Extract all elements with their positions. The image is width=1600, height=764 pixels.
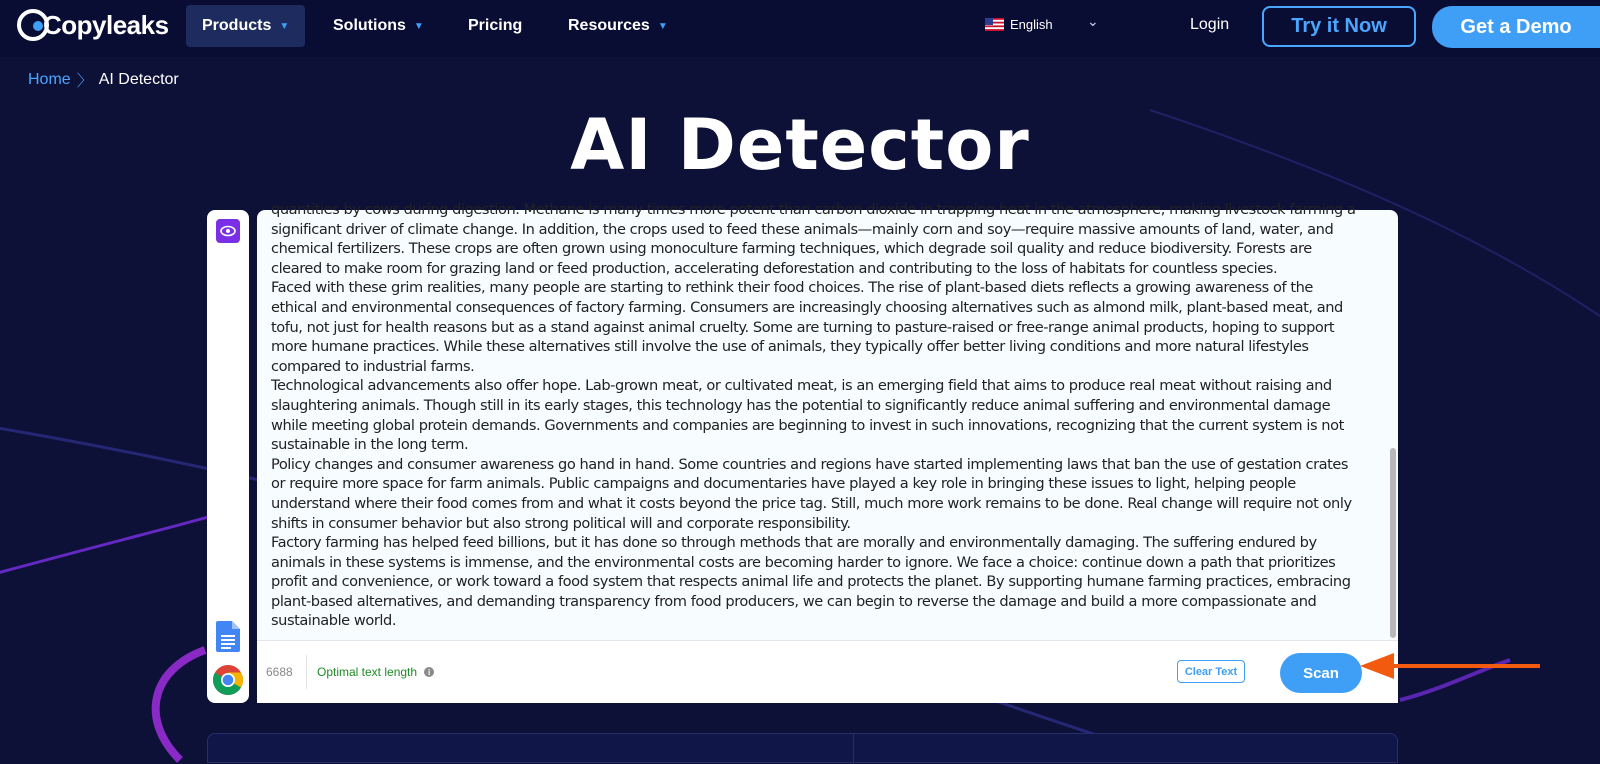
text-editor[interactable]: [257, 201, 1398, 703]
caret-down-icon: ▼: [657, 20, 668, 32]
login-link[interactable]: Login: [1190, 16, 1230, 33]
nav-solutions-label: Solutions: [333, 17, 406, 34]
caret-down-icon: ▼: [413, 20, 424, 32]
editor-paragraph: Policy changes and consumer awareness go hand in hand. Some countries and regions have started implementing laws that ban the use of gestation crates or require more space for farm animals. Public campaigns and documentaries have played a key role in bringing these issues to light, helping people understand where their food comes from and what it costs beyond the price tag. Still, much more work remains to be done. Real change will require not only shifts in consumer behavior but also strong political will and corporate responsibility.: [271, 455, 1352, 532]
nav-resources[interactable]: [552, 5, 684, 47]
editor-paragraph: Faced with these grim realities, many people are starting to rethink their food choices. The rise of plant-based diets reflects a growing awareness of the ethical and environmental consequences of factory farming. Consumers are increasingly choosing alternatives such as almond milk, plant-based meat, and tofu, not just for health reasons but as a stand against animal cruelty. Some are turning to pasture-raised or free-range animal products, hoping to support more humane practices. While these alternatives still involve the use of animals, they typically offer better living conditions and more natural lifestyles compared to industrial farms.: [271, 279, 1343, 375]
length-status-label: Optimal text length: [317, 665, 418, 679]
clear-text-button[interactable]: Clear Text: [1177, 660, 1245, 683]
chevron-down-icon[interactable]: ⌄: [1087, 13, 1099, 29]
info-icon[interactable]: i: [424, 667, 434, 677]
character-count: 6688: [266, 665, 293, 679]
nav-resources-label: Resources: [568, 17, 650, 34]
try-it-now-button[interactable]: Try it Now: [1262, 6, 1416, 47]
nav-products-label: Products: [202, 17, 272, 34]
breadcrumb-home[interactable]: Home: [28, 70, 71, 88]
chrome-icon[interactable]: [212, 664, 244, 696]
footer-divider: [306, 655, 307, 689]
editor-paragraph: Technological advancements also offer hope. Lab-grown meat, or cultivated meat, is an emerging field that aims to produce real meat without raising and slaughtering animals. Though still in its early stages, this technology has the potential to significantly reduce animal suffering and environmental damage while meeting global protein demands. Governments and companies are beginning to invest in such innovations, recognizing that the current system is not sustainable in the long term.: [271, 377, 1344, 454]
us-flag-icon: [985, 18, 1004, 31]
language-selector[interactable]: [985, 17, 1053, 32]
editor-scrollbar[interactable]: [1390, 448, 1396, 638]
nav-pricing-label: Pricing: [468, 17, 523, 34]
language-label: English: [1010, 17, 1053, 32]
editor-paragraph: quantities by cows during digestion. Methane is many times more potent than carbon dioxide in trapping heat in the atmosphere, making livestock farming a significant driver of climate change. In addition, the crops used to feed these animals—mainly corn and soy—require massive amounts of land, water, and chemical fertilizers. These crops are often grown using monoculture farming techniques, which degrade soil quality and reduce biodiversity. Forests are cleared to make room for grazing land or feed production, accelerating deforestation and contributing to the loss of habitats for countless species.: [271, 201, 1356, 277]
breadcrumb-separator: 〉: [76, 73, 93, 90]
arrow-left-icon: [1360, 651, 1542, 681]
page-title: AI Detector: [570, 104, 1030, 186]
caret-down-icon: ▼: [279, 20, 290, 32]
scan-button[interactable]: Scan: [1280, 653, 1362, 693]
logo-mark-icon: [17, 9, 49, 41]
length-status: [317, 665, 434, 679]
top-navbar: [0, 0, 1600, 57]
nav-products[interactable]: [186, 5, 305, 47]
brand-name: Copyleaks: [43, 9, 169, 40]
breadcrumb-current: AI Detector: [98, 70, 179, 88]
copyleaks-logo[interactable]: [17, 9, 169, 41]
editor-footer: [257, 640, 1398, 703]
google-docs-icon[interactable]: [216, 621, 240, 652]
bottom-panel-divider: [853, 734, 854, 764]
nav-solutions[interactable]: [317, 5, 440, 47]
bottom-panel: [207, 733, 1398, 763]
breadcrumb: [28, 68, 179, 91]
nav-pricing[interactable]: [452, 5, 538, 47]
eye-icon[interactable]: [216, 219, 240, 243]
integrations-sidebar: [207, 210, 249, 703]
get-a-demo-button[interactable]: Get a Demo: [1432, 6, 1600, 48]
editor-paragraph: Factory farming has helped feed billions, but it has done so through methods that are morally and environmentally damaging. The suffering endured by animals in these systems is immense, and the environmental costs are becoming harder to ignore. We face a choice: continue down a path that prioritizes profit and convenience, or work toward a food system that respects animal life and protects the planet. By supporting humane farming practices, embracing plant-based alternatives, and demanding transparency from food producers, we can begin to reverse the damage and build a more compassionate and sustainable world.: [271, 534, 1351, 630]
editor-content[interactable]: [271, 200, 1361, 631]
